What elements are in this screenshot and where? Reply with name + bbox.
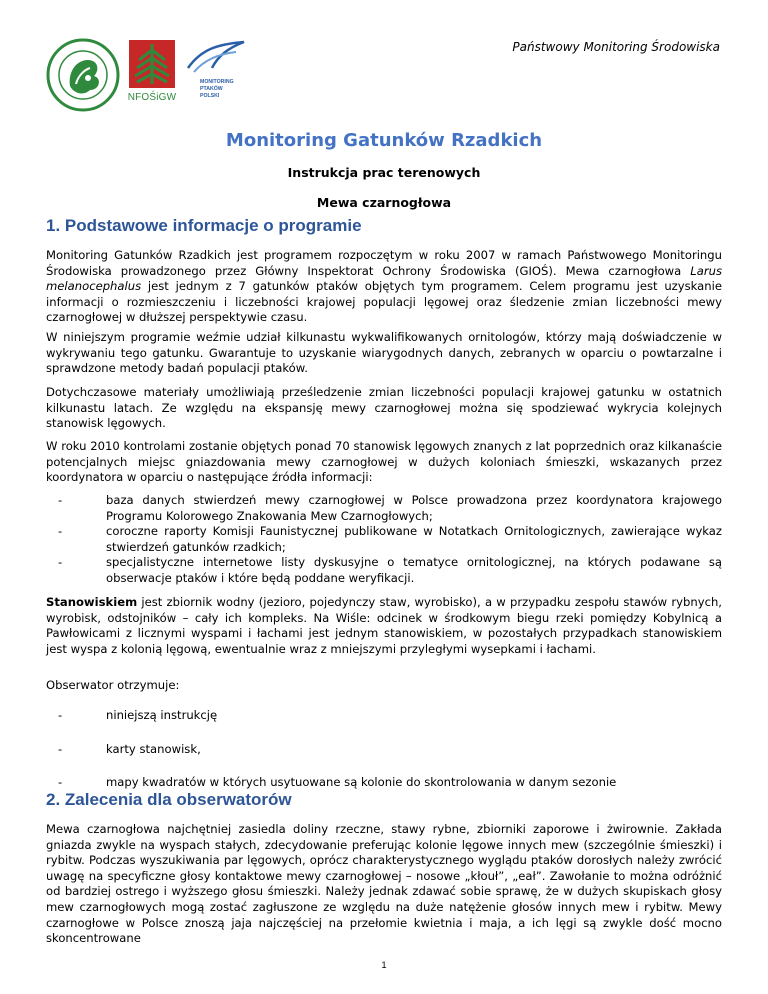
sources-list bbox=[46, 493, 722, 587]
list-item: - karty stanowisk, bbox=[58, 741, 201, 756]
page-number: 1 bbox=[381, 960, 387, 970]
list-item: - baza danych stwierdzeń mewy czarnogłowej w Polsce prowadzona przez koordynatora krajowego Programu Kolorowego Znakowania Mew Czarnogłowych; bbox=[58, 493, 722, 523]
nfosigw-label: NFOŚiGW bbox=[127, 92, 177, 103]
list-item: - specjalistyczne internetowe listy dyskusyjne o tematyce ornitologicznej, na których podawane są obserwacje ptaków i które będą poddane weryfikacji. bbox=[58, 555, 722, 585]
latin-name: Larus melanocephalus bbox=[46, 263, 722, 294]
nfosigw-logo bbox=[126, 38, 178, 112]
section-1-paragraph-6: Obserwator otrzymuje: bbox=[46, 678, 180, 692]
mpp-text: MONITORING PTAKÓW POLSKI bbox=[200, 79, 234, 99]
section-1-paragraph-5: Stanowiskiem jest zbiornik wodny (jezioro, pojedynczy staw, wyrobisko), a w przypadku zespołu stawów rybnych, wyrobisk, odstojników – cały ich kompleks. Na Wiśle: odcinek w środkowym biegu rzeki pomiędzy Kobylnicą a Pawłowicami z licznymi wyspami i łachami jest jednym stanowiskiem, w pozostałych przypadkach stanowiskiem jest wyspa z kolonią lęgową, ewentualnie wraz z mniejszymi przyległymi wysepkami i łachami. bbox=[46, 595, 722, 656]
section-1-paragraph-2: W niniejszym programie weźmie udział kilkunastu wykwalifikowanych ornitologów, którzy mają doświadczenie w wykrywaniu tego gatunku. Gwarantuje to uzyskanie wiarygodnych danych, zebranych w oparciu o powtarzalne i sprawdzone metody badań populacji ptaków. bbox=[46, 330, 722, 376]
logos bbox=[46, 38, 250, 108]
term-stanowisko: Stanowiskiem bbox=[46, 595, 138, 609]
list-item: - coroczne raporty Komisji Faunistycznej publikowane w Notatkach Ornitologicznych, zawierające wykaz stwierdzeń gatunków rzadkich; bbox=[58, 524, 722, 554]
section-1-paragraph-1: Monitoring Gatunków Rzadkich jest programem rozpoczętym w roku 2007 w ramach Państwowego Monitoringu Środowiska prowadzonego przez Główny Inspektorat Ochrony Środowiska (GIOŚ). Mewa czarnogłowa Larus melanocephalus jest jednym z 7 gatunków ptaków objętych tym programem. Celem programu jest uzyskanie informacji o rozmieszczeniu i liczebności krajowej populacji lęgowej oraz śledzenie zmian liczebności mewy czarnogłowej w dłuższej perspektywie czasu. bbox=[46, 248, 722, 325]
list-item: - niniejszą instrukcję bbox=[58, 708, 218, 722]
section-2-paragraph-1: Mewa czarnogłowa najchętniej zasiedla doliny rzeczne, stawy rybne, zbiorniki zaporowe i żwirownie. Zakłada gniazda zwykle na wyspach stałych, zdecydowanie preferując kolonie lęgowe innych mew (szczególnie śmieszki) i rybitw. Podczas wyszukiwania par lęgowych, oprócz charakterystycznego wyglądu ptaków dorosłych należy zwrócić uwagę na specyficzne głosy kontaktowe mewy czarnogłowej – nosowe „kłouł”, „eał”. Zawołanie to można odróżnić od bardziej ostrego i wyższego głosu śmieszki. Należy jednak zdawać sobie sprawę, że w dużych skupiskach głosy mew czarnogłowych mogą zostać zagłuszone ze względu na duże natężenie głosów innych mew i rybitw. Mewy czarnogłowe w Polsce znoszą jaja najczęściej na przełomie kwietnia i maja, a ich lęgi są zwykle dość mocno skoncentrowane bbox=[46, 822, 722, 946]
header-program-name: Państwowy Monitoring Środowiska bbox=[512, 40, 720, 54]
list-item: - mapy kwadratów w których usytuowane są kolonie do skontrolowania w danym sezonie bbox=[58, 775, 617, 790]
document-title: Monitoring Gatunków Rzadkich bbox=[225, 130, 543, 151]
bird-icon bbox=[184, 38, 250, 78]
tree-icon bbox=[127, 38, 177, 90]
section-1-paragraph-3: Dotychczasowe materiały umożliwiają prześledzenie zmian liczebności populacji krajowej gatunku w ostatnich kilkunastu latach. Ze względu na ekspansję mewy czarnogłowej można się spodziewać wykrycia kolejnych stanowisk lęgowych. bbox=[46, 385, 722, 431]
species-name: Mewa czarnogłowa bbox=[316, 195, 452, 210]
gios-logo bbox=[46, 38, 120, 112]
section-1-paragraph-4: W roku 2010 kontrolami zostanie objętych ponad 70 stanowisk lęgowych znanych z lat poprzednich oraz kilkanaście potencjalnych miejsc gniazdowania mewy czarnogłowej w dużych koloniach śmieszki, wskazanych przez koordynatora w oparciu o następujące źródła informacji: bbox=[46, 439, 722, 485]
section-2-heading: 2. Zalecenia dla obserwatorów bbox=[46, 790, 292, 809]
section-1-heading: 1. Podstawowe informacje o programie bbox=[46, 216, 362, 235]
monitoring-ptakow-polski-logo bbox=[184, 38, 250, 112]
document-subtitle: Instrukcja prac terenowych bbox=[287, 165, 481, 180]
